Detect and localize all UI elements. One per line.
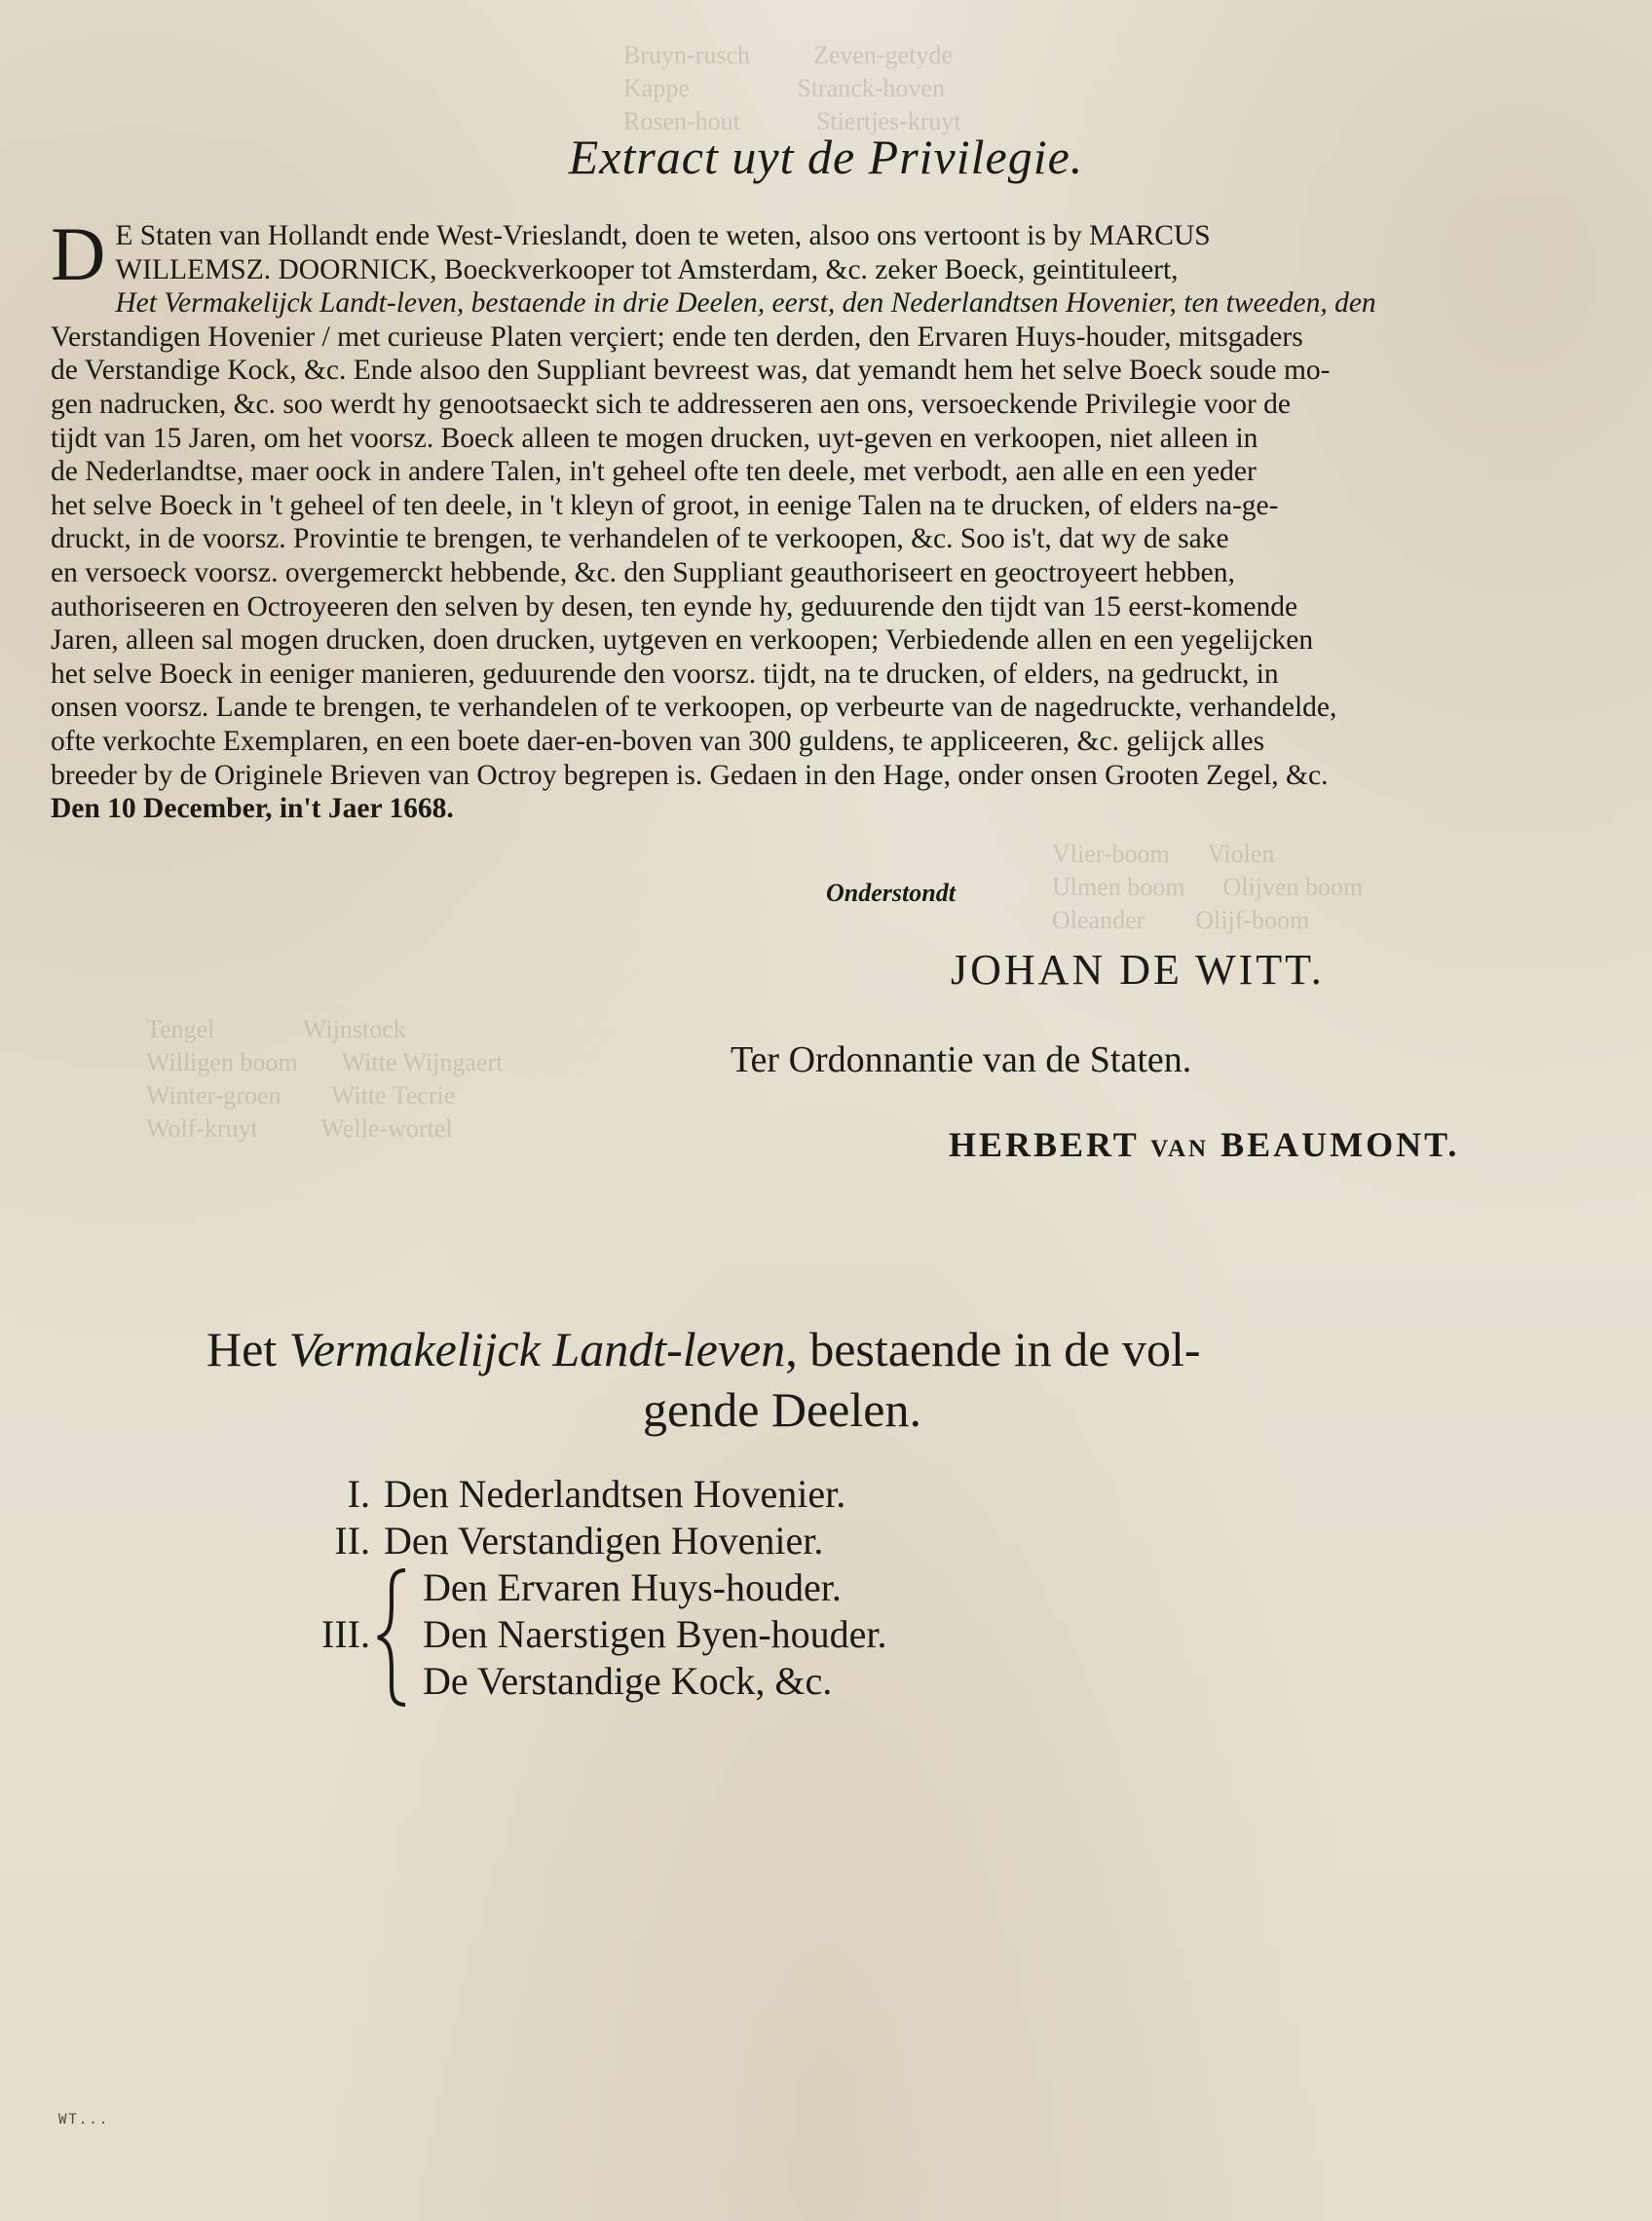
privilege-text — [51, 211, 1590, 826]
part-number: III. — [321, 1612, 370, 1656]
part-title: Den Naerstigen Byen-houder. — [423, 1612, 887, 1656]
show-through-text: Bruyn-rusch Zeven-getyde Kappe Stranck-hoven Rosen-hout Stiertjes-kruyt — [623, 41, 961, 135]
text-line: en versoeck voorsz. overgemerckt hebbende, &c. den Suppliant geauthoriseert en geoctroyeert hebben, — [51, 556, 1235, 588]
signature-johan-de-witt: JOHAN DE WITT. — [951, 946, 1325, 994]
text-line: de Nederlandtse, maer oock in andere Talen, in't geheel ofte ten deele, met verbodt, aen alle en een yeder — [51, 456, 1257, 488]
heading-suffix: , bestaende in de vol- — [785, 1322, 1201, 1376]
text-line: ofte verkochte Exemplaren, en een boete daer-en-boven van 300 guldens, te appliceeren, &c. gelijck alles — [51, 725, 1265, 757]
text-line: het selve Boeck in 't geheel of ten deele, in 't kleyn of groot, in eenige Talen na te drucken, of elders na-ge- — [51, 489, 1279, 521]
text-line: onsen voorsz. Lande te brengen, te verhandelen of te verkoopen, op verbeurte van de nagedruckte, verhandelde, — [51, 692, 1337, 724]
curly-brace-icon — [372, 1564, 413, 1711]
page-title: Extract uyt de Privilegie. — [568, 130, 1084, 184]
date-line: Den 10 December, in't Jaer 1668. — [51, 793, 454, 825]
parts-list — [244, 1471, 887, 1711]
part-title: Den Ervaren Huys-houder. — [423, 1565, 842, 1609]
ordonnantie-line: Ter Ordonnantie van de Staten. — [731, 1039, 1192, 1080]
onderstondt-label: Onderstondt — [826, 879, 956, 907]
text-line: Verstandigen Hovenier / met curieuse Platen verçiert; ende ten derden, den Ervaren Huys-houder, mitsgaders — [51, 320, 1303, 353]
part-title: Den Verstandigen Hovenier. — [384, 1519, 824, 1562]
heading-book-title: Vermakelijck Landt-leven — [288, 1322, 786, 1376]
show-through-text: Tengel Wijnstock Willigen boom Witte Wijngaert Winter-groen Witte Tecrie Wolf-kruyt Welle-wortel — [146, 1015, 504, 1143]
part-number: I. — [347, 1472, 370, 1516]
part-title: De Verstandige Kock, &c. — [423, 1659, 833, 1703]
text-line: gen nadrucken, &c. soo werdt hy genootsaeckt sich te addresseren aen ons, versoeckende Privilegie voor de — [51, 388, 1291, 420]
text-line: het selve Boeck in eeniger manieren, geduurende den voorsz. tijdt, na te drucken, of elders, na gedruckt, in — [51, 658, 1279, 690]
drop-cap: D — [51, 211, 106, 296]
signature-herbert-van-beaumont: HERBERT van BEAUMONT. — [949, 1125, 1460, 1164]
text-line: E Staten van Hollandt ende West-Vrieslandt, doen te weten, alsoo ons vertoont is by MARCUS — [115, 220, 1211, 251]
heading-prefix: Het — [206, 1322, 289, 1376]
show-through-text: Vlier-boom Violen Ulmen boom Olijven boom Oleander Olijf-boom — [1052, 840, 1364, 934]
text-line: WILLEMSZ. DOORNICK, Boeckverkooper tot Amsterdam, &c. zeker Boeck, geintituleert, — [115, 253, 1179, 285]
part-number: II. — [334, 1519, 370, 1562]
footer-mark: WT... — [58, 2112, 110, 2127]
list-item — [244, 1471, 845, 1518]
list-item — [244, 1518, 845, 1564]
part-title: Den Nederlandtsen Hovenier. — [384, 1472, 846, 1516]
text-line: Jaren, alleen sal mogen drucken, doen drucken, uytgeven en verkoopen; Verbiedende allen en een yegelijcken — [51, 624, 1314, 657]
text-line: breeder by de Originele Brieven van Octroy begrepen is. Gedaen in den Hage, onder onsen Grooten Zegel, &c. — [51, 759, 1329, 791]
text-line: Het Vermakelijck Landt-leven, bestaende in drie Deelen, eerst, den Nederlandtsen Hovenier, ten tweeden, den — [115, 287, 1376, 320]
text-line: tijdt van 15 Jaren, om het voorsz. Boeck alleen te mogen drucken, uyt-geven en verkoopen, niet alleen in — [51, 422, 1258, 454]
text-line: authoriseeren en Octroyeeren den selven by desen, ten eynde hy, geduurende den tijdt van 15 eerst-komende — [51, 590, 1298, 622]
contents-heading — [206, 1319, 1473, 1440]
text-line: de Verstandige Kock, &c. Ende alsoo den Suppliant bevreest was, dat yemandt hem het selve Boeck soude mo- — [51, 355, 1331, 387]
text-line: druckt, in de voorsz. Provintie te brengen, te verhandelen of te verkoopen, &c. Soo is't, dat wy de sake — [51, 523, 1229, 555]
list-item — [244, 1564, 887, 1711]
heading-line2: gende Deelen. — [643, 1382, 921, 1437]
